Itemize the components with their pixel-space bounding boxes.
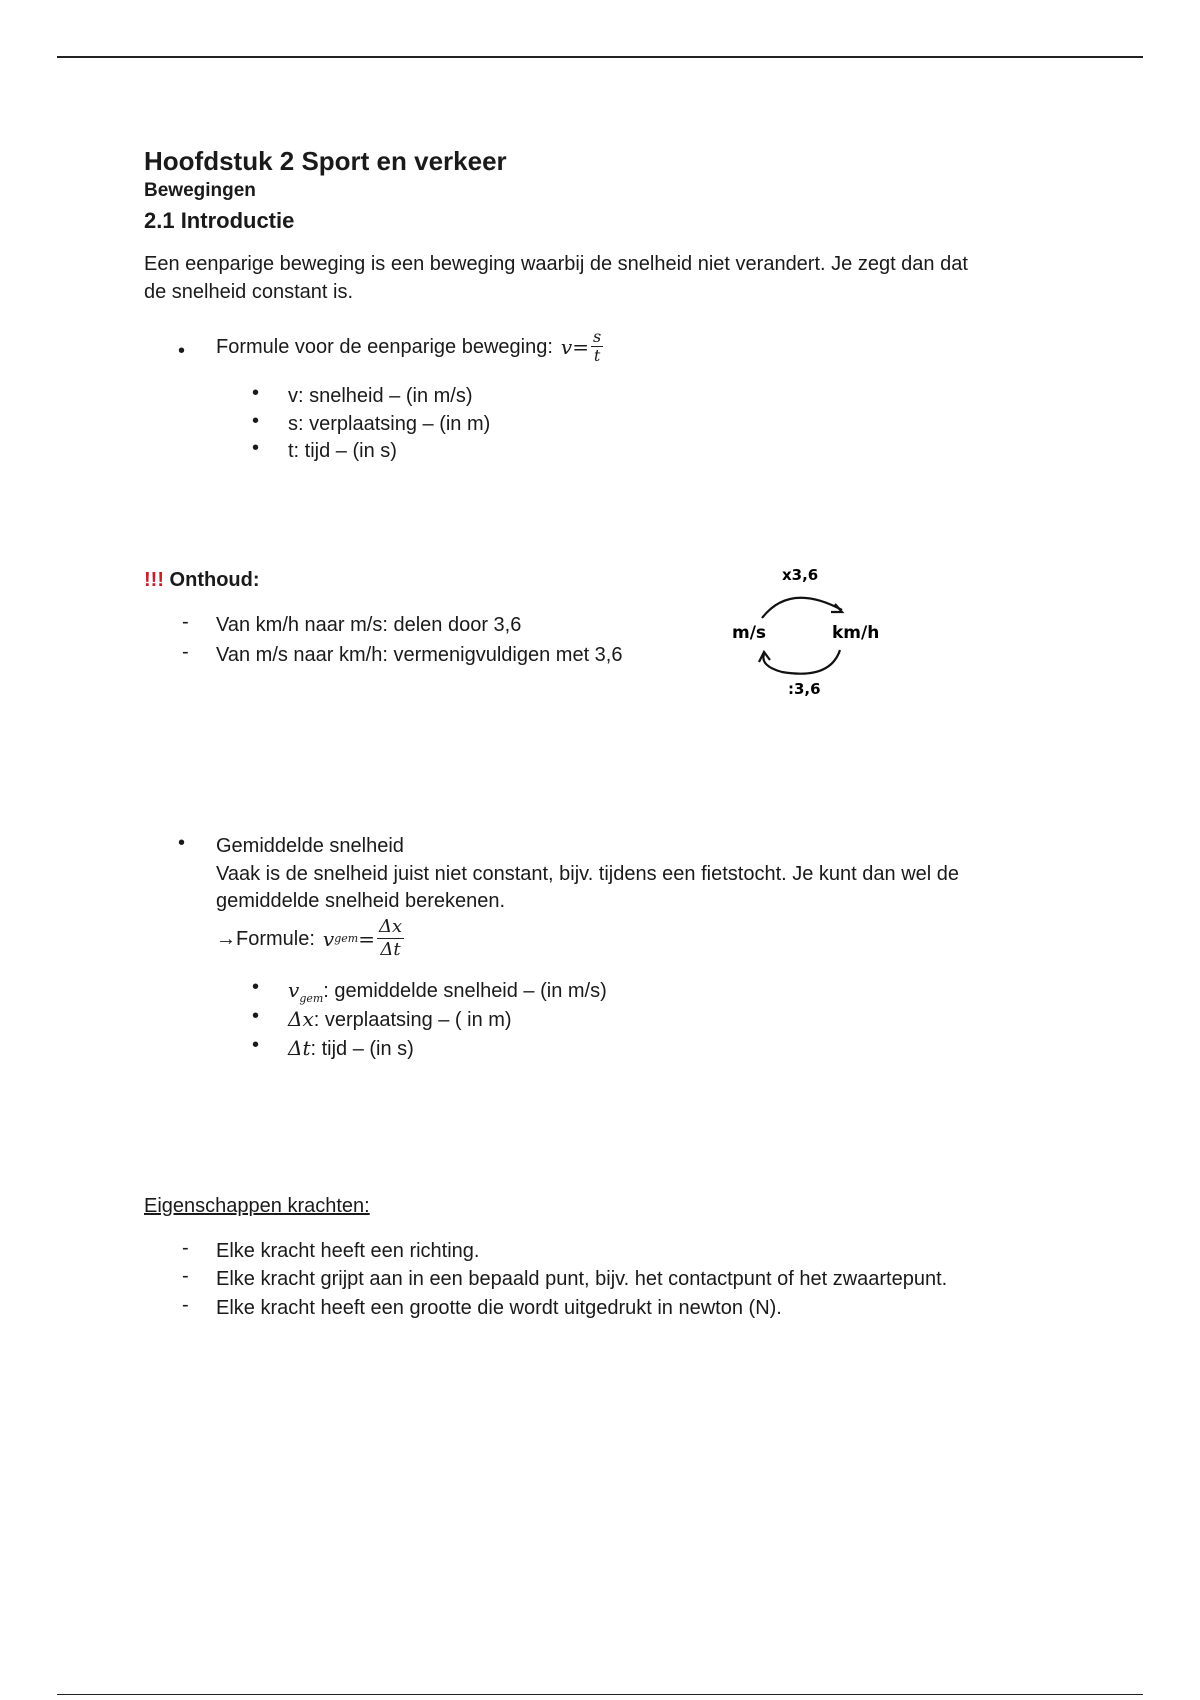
forces-item-3: Elke kracht heeft een grootte die wordt uitgedrukt in newton (N). — [216, 1297, 782, 1319]
average-formula-sub: gem — [334, 931, 359, 945]
average-formula-label: →Formule: — [216, 927, 315, 950]
formula1-eq: = — [572, 334, 589, 359]
remember-heading — [144, 566, 260, 594]
conversion-diagram — [730, 562, 890, 702]
formula1-label: Formule voor de eenparige beweging: — [216, 335, 553, 358]
bullet-icon: • — [252, 976, 260, 998]
average-text-2: gemiddelde snelheid berekenen. — [216, 890, 506, 912]
average-item-2 — [288, 1005, 512, 1034]
average-item-1-sym: v — [288, 978, 300, 1002]
formula1-den: t — [593, 346, 601, 365]
diagram-right-label: km/h — [832, 623, 880, 643]
remember-item-2: Van m/s naar km/h: vermenigvuldigen met 3,6 — [216, 644, 623, 666]
average-item-2-sym: Δx — [288, 1007, 314, 1031]
average-formula-row — [216, 916, 404, 961]
formula1-num: s — [592, 327, 602, 346]
average-formula-v: v — [322, 926, 335, 951]
forces-item-1: Elke kracht heeft een richting. — [216, 1240, 480, 1262]
average-item-1-text: : gemiddelde snelheid – (in m/s) — [323, 980, 607, 1002]
section-heading: 2.1 Introductie — [144, 208, 295, 233]
dash-icon: - — [182, 611, 189, 633]
intro-line-2: de snelheid constant is. — [144, 281, 354, 303]
forces-item-2: Elke kracht grijpt aan in een bepaald punt, bijv. het contactpunt of het zwaartepunt. — [216, 1268, 948, 1290]
bullet-icon: • — [252, 382, 260, 404]
bullet-icon: • — [252, 1005, 260, 1027]
bullet-icon: • — [178, 832, 186, 854]
formula1-item-1: v: snelheid – (in m/s) — [288, 385, 473, 407]
remember-item-1: Van km/h naar m/s: delen door 3,6 — [216, 614, 522, 636]
page-title: Hoofdstuk 2 Sport en verkeer — [144, 146, 507, 176]
top-rule — [57, 56, 1143, 58]
forces-heading: Eigenschappen krachten: — [144, 1195, 370, 1217]
remember-marks: !!! — [144, 569, 164, 591]
diagram-top-label: x3,6 — [782, 566, 819, 584]
bullet-icon: • — [252, 1034, 260, 1056]
average-item-3 — [288, 1034, 414, 1063]
average-formula-num: Δx — [378, 916, 403, 937]
average-formula-den: Δt — [380, 939, 401, 960]
diagram-bottom-label: :3,6 — [788, 680, 821, 698]
average-item-2-text: : verplaatsing – ( in m) — [313, 1009, 512, 1031]
diagram-left-label: m/s — [732, 623, 767, 643]
average-formula-eq: = — [358, 926, 375, 951]
subtitle: Bewegingen — [144, 180, 256, 201]
average-item-1-sub: gem — [299, 992, 324, 1005]
intro-line-1: Een eenparige beweging is een beweging waarbij de snelheid niet verandert. Je zegt dan dat — [144, 253, 968, 275]
bullet-icon: • — [252, 410, 260, 432]
dash-icon: - — [182, 641, 189, 663]
formula1-item-2: s: verplaatsing – (in m) — [288, 413, 491, 435]
bullet-icon: • — [252, 437, 260, 459]
average-formula-fraction — [377, 916, 404, 961]
formula1-row — [216, 328, 603, 365]
diagram-top-arrow — [762, 598, 842, 618]
average-heading: Gemiddelde snelheid — [216, 835, 404, 857]
bullet-icon: • — [178, 340, 186, 362]
formula1-lhs: v — [560, 334, 573, 359]
average-text-1: Vaak is de snelheid juist niet constant, bijv. tijdens een fietstocht. Je kunt dan wel de — [216, 863, 960, 885]
diagram-bottom-arrow — [763, 650, 840, 674]
bottom-rule — [57, 1694, 1143, 1695]
remember-label: Onthoud: — [169, 569, 260, 591]
average-item-3-sym: Δt — [288, 1036, 311, 1060]
formula1-fraction — [591, 328, 603, 365]
average-item-3-text: : tijd – (in s) — [310, 1038, 414, 1060]
dash-icon: - — [182, 1237, 189, 1259]
formula1-item-3: t: tijd – (in s) — [288, 440, 397, 462]
dash-icon: - — [182, 1294, 189, 1316]
dash-icon: - — [182, 1265, 189, 1287]
